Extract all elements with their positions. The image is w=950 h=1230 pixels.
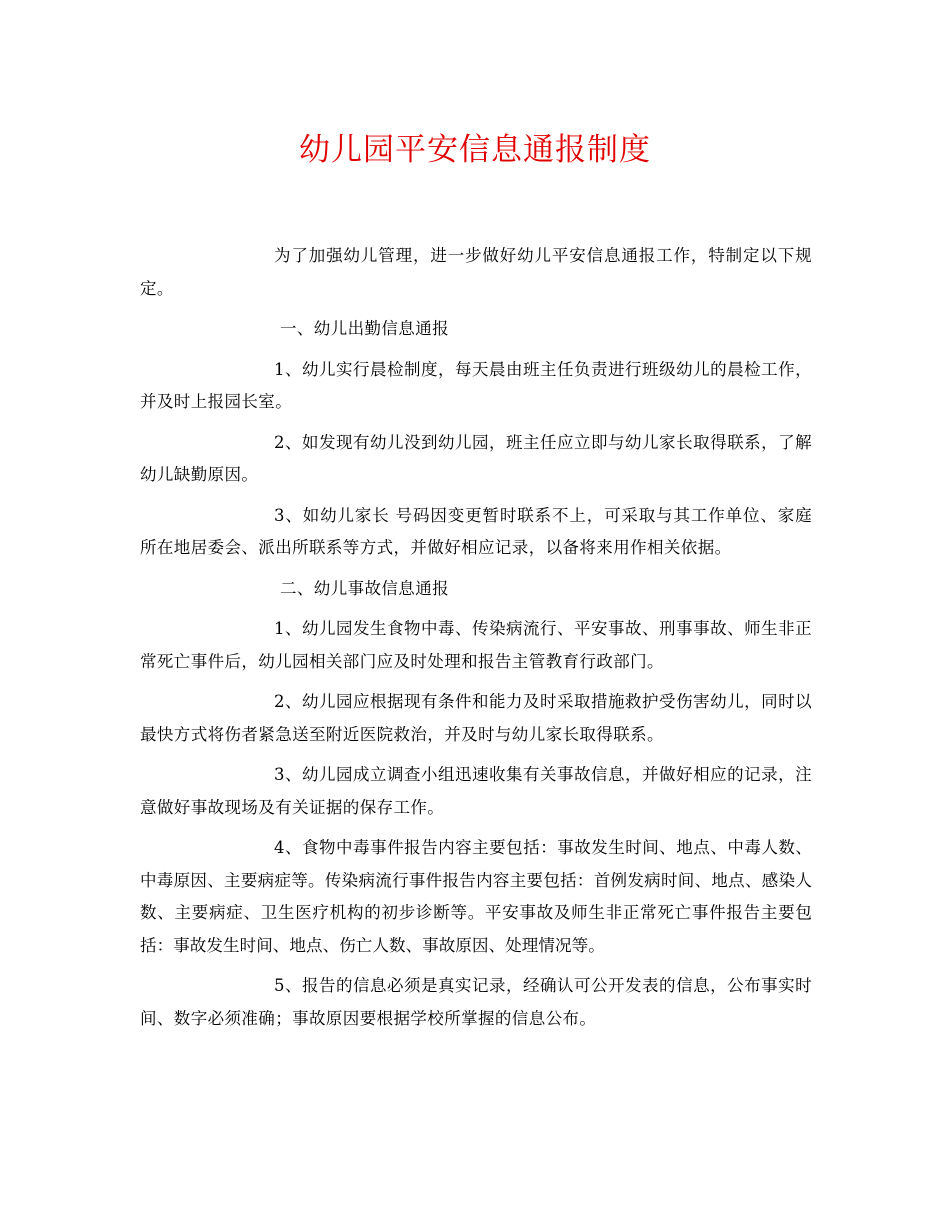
accident-item-3: 3、幼儿园成立调查小组迅速收集有关事故信息，并做好相应的记录，注意做好事故现场及有关证据的保存工作。 [140, 765, 812, 817]
accident-item-4: 4、食物中毒事件报告内容主要包括：事故发生时间、地点、中毒人数、中毒原因、主要病症等。传染病流行事件报告内容主要包括：首例发病时间、地点、感染人数、主要病症、卫生医疗机构的初步诊断等。平安事故及师生非正常死亡事件报告主要包括：事故发生时间、地点、伤亡人数、事故原因、处理情况等。 [140, 838, 812, 955]
document-title: 幼儿园平安信息通报制度 [299, 132, 651, 168]
accident-item-1: 1、幼儿园发生食物中毒、传染病流行、平安事故、刑事事故、师生非正常死亡事件后，幼儿园相关部门应及时处理和报告主管教育行政部门。 [140, 619, 812, 671]
section-heading-accident: 二、幼儿事故信息通报 [280, 578, 449, 598]
attendance-item-2: 2、如发现有幼儿没到幼儿园，班主任应立即与幼儿家长取得联系，了解幼儿缺勤原因。 [140, 432, 812, 484]
accident-item-2: 2、幼儿园应根据现有条件和能力及时采取措施救护受伤害幼儿，同时以最快方式将伤者紧急送至附近医院救治，并及时与幼儿家长取得联系。 [140, 692, 812, 744]
document-body [140, 240, 812, 1043]
attendance-item-1: 1、幼儿实行晨检制度，每天晨由班主任负责进行班级幼儿的晨检工作，并及时上报园长室。 [140, 359, 812, 411]
accident-item-5: 5、报告的信息必须是真实记录，经确认可公开发表的信息，公布事实时间、数字必须准确；事故原因要根据学校所掌握的信息公布。 [140, 976, 812, 1028]
attendance-item-3: 3、如幼儿家长 号码因变更暂时联系不上，可采取与其工作单位、家庭所在地居委会、派出所联系等方式，并做好相应记录，以备将来用作相关依据。 [140, 505, 812, 557]
intro-paragraph: 为了加强幼儿管理，进一步做好幼儿平安信息通报工作，特制定以下规定。 [140, 246, 812, 298]
section-heading-attendance: 一、幼儿出勤信息通报 [280, 319, 449, 338]
